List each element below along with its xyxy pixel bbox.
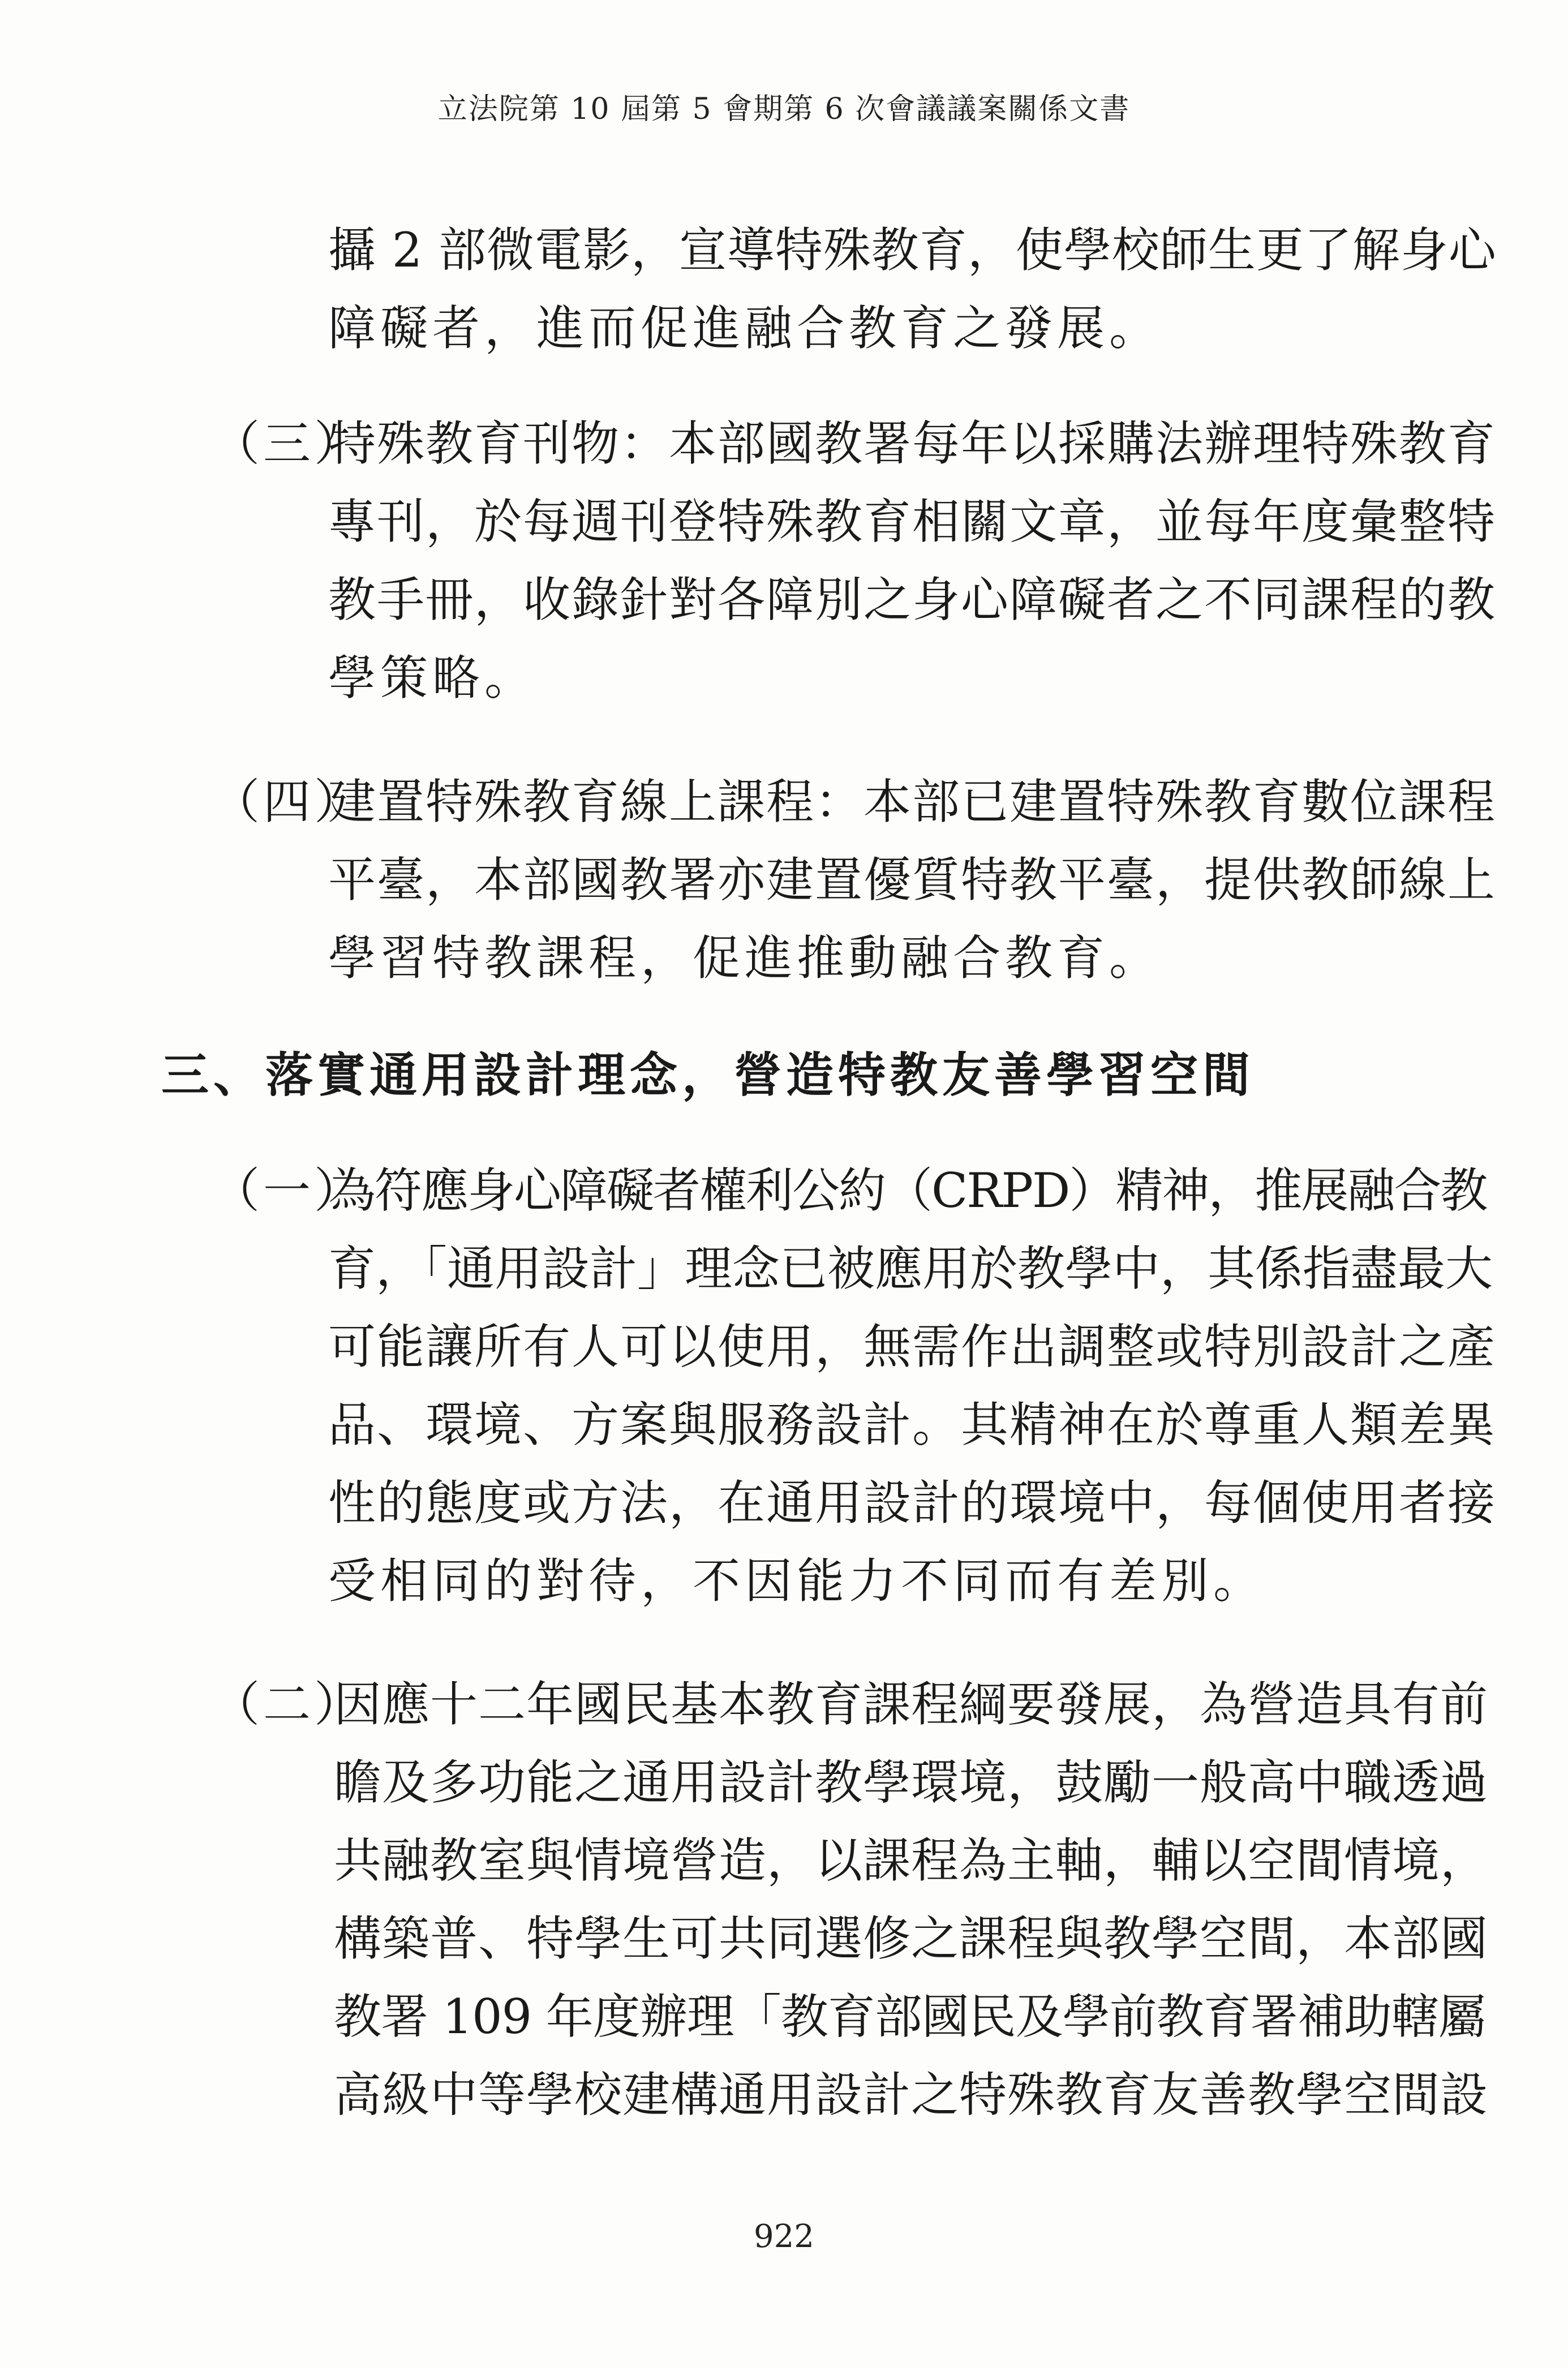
paragraph-line: 高級中等學校建構通用設計之特殊教育友善教學空間設 bbox=[334, 2067, 1489, 2123]
paragraph-line: 可能讓所有人可以使用，無需作出調整或特別設計之產 bbox=[328, 1319, 1497, 1374]
paragraph-line: 品、環境、方案與服務設計。其精神在於尊重人類差異 bbox=[328, 1397, 1497, 1453]
paragraph-line: 教署 109 年度辦理「教育部國民及學前教育署補助轄屬 bbox=[334, 1989, 1485, 2044]
paragraph-line: 育，「通用設計」理念已被應用於教學中，其係指盡最大 bbox=[328, 1241, 1493, 1296]
paragraph-line: 為符應身心障礙者權利公約（CRPD）精神，推展融合教 bbox=[328, 1163, 1487, 1218]
paragraph-line: 教手冊，收錄針對各障別之身心障礙者之不同課程的教 bbox=[328, 572, 1497, 628]
paragraph-line: 性的態度或方法，在通用設計的環境中，每個使用者接 bbox=[328, 1475, 1497, 1531]
paragraph-line: 平臺，本部國教署亦建置優質特教平臺，提供教師線上 bbox=[328, 852, 1497, 908]
paragraph-line: 受相同的對待，不因能力不同而有差別。 bbox=[328, 1553, 1266, 1609]
item-label: （四） bbox=[212, 774, 366, 830]
paragraph-line: 瞻及多功能之通用設計教學環境，鼓勵一般高中職透過 bbox=[334, 1755, 1489, 1810]
paragraph-line: 特殊教育刊物：本部國教署每年以採購法辦理特殊教育 bbox=[328, 416, 1497, 471]
paragraph-line: 建置特殊教育線上課程：本部已建置特殊教育數位課程 bbox=[328, 774, 1497, 830]
item-label: （一） bbox=[212, 1163, 366, 1218]
section-heading: 三、落實通用設計理念，營造特教友善學習空間 bbox=[161, 1047, 1255, 1103]
paragraph-line: 共融教室與情境營造，以課程為主軸，輔以空間情境， bbox=[334, 1833, 1489, 1888]
paragraph-line: 攝 2 部微電影，宣導特殊教育，使學校師生更了解身心 bbox=[328, 222, 1497, 278]
page-number: 922 bbox=[754, 2218, 814, 2255]
paragraph-line: 因應十二年國民基本教育課程綱要發展，為營造具有前 bbox=[334, 1677, 1489, 1732]
paragraph-line: 障礙者，進而促進融合教育之發展。 bbox=[328, 300, 1162, 356]
paragraph-line: 專刊，於每週刊登特殊教育相關文章，並每年度彙整特 bbox=[328, 494, 1497, 549]
paragraph-line: 學習特教課程，促進推動融合教育。 bbox=[328, 930, 1162, 986]
paragraph-line: 構築普、特學生可共同選修之課程與教學空間，本部國 bbox=[334, 1911, 1489, 1966]
item-label: （二） bbox=[212, 1677, 366, 1732]
document-header: 立法院第 10 屆第 5 會期第 6 次會議議案關係文書 bbox=[437, 92, 1131, 126]
item-label: （三） bbox=[212, 416, 366, 471]
paragraph-line: 學策略。 bbox=[328, 650, 537, 706]
